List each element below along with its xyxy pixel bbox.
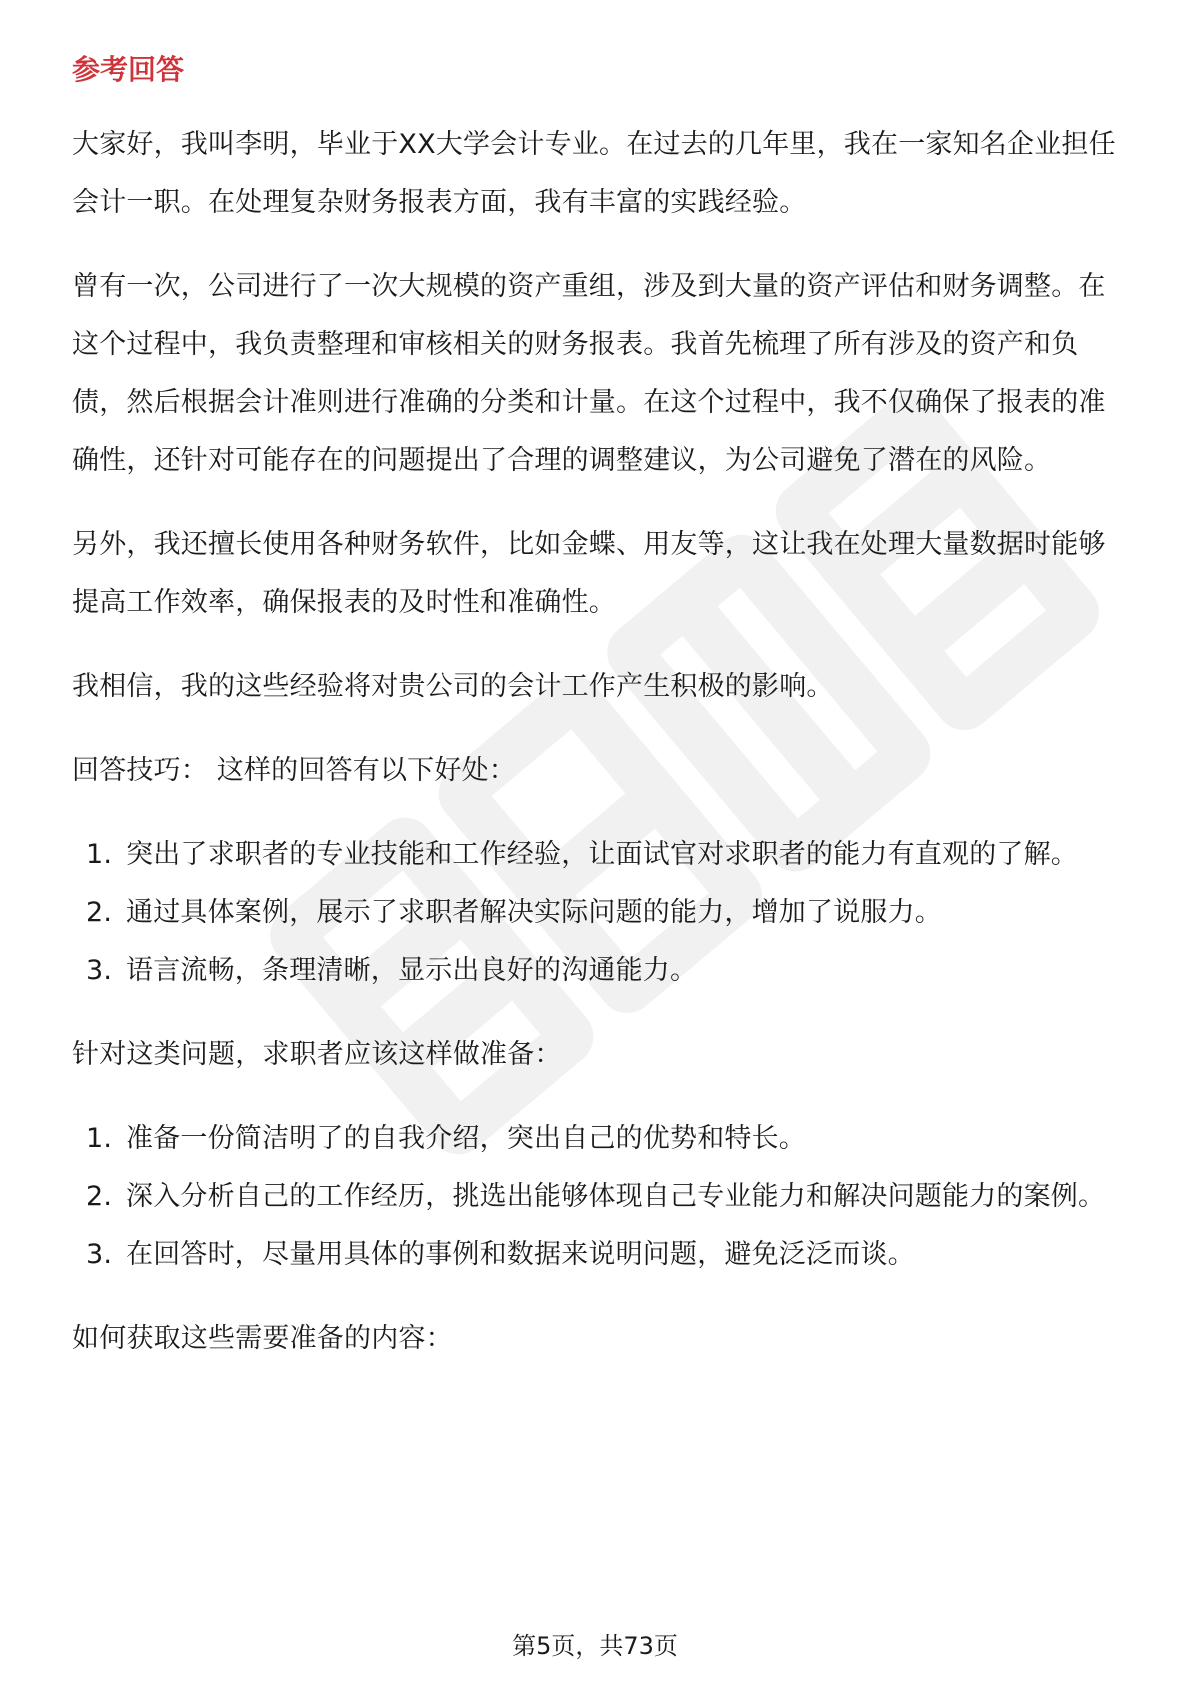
page-number-footer: 第5页，共73页	[512, 1632, 678, 1660]
list-item	[72, 1168, 1127, 1226]
list-text: 突出了求职者的专业技能和工作经验，让面试官对求职者的能力有直观的了解。	[126, 839, 1078, 870]
list-number: 3.	[86, 955, 113, 986]
paragraph-intro: 大家好，我叫李明，毕业于XX大学会计专业。在过去的几年里，我在一家知名企业担任会计一职。在处理复杂财务报表方面，我有丰富的实践经验。	[72, 129, 1116, 218]
list-number: 2.	[86, 1181, 113, 1212]
tips-heading: 回答技巧： 这样的回答有以下好处：	[72, 755, 516, 786]
list-number: 1.	[86, 839, 113, 870]
list-number: 1.	[86, 1123, 113, 1154]
paragraph-software: 另外，我还擅长使用各种财务软件，比如金蝶、用友等，这让我在处理大量数据时能够提高工作效率，确保报表的及时性和准确性。	[72, 529, 1106, 618]
list-number: 2.	[86, 897, 113, 928]
list-text: 语言流畅，条理清晰，显示出良好的沟通能力。	[126, 955, 698, 986]
list-text: 通过具体案例，展示了求职者解决实际问题的能力，增加了说服力。	[126, 897, 942, 928]
paragraph-experience: 曾有一次，公司进行了一次大规模的资产重组，涉及到大量的资产评估和财务调整。在这个过程中，我负责整理和审核相关的财务报表。我首先梳理了所有涉及的资产和负债，然后根据会计准则进行准确的分类和计量。在这个过程中，我不仅确保了报表的准确性，还针对可能存在的问题提出了合理的调整建议，为公司避免了潜在的风险。	[72, 271, 1106, 476]
list-item	[72, 1110, 1127, 1168]
list-text: 深入分析自己的工作经历，挑选出能够体现自己专业能力和解决问题能力的案例。	[126, 1181, 1106, 1212]
tips-list	[72, 826, 1127, 1000]
prep-list	[72, 1110, 1127, 1284]
list-item	[72, 884, 1127, 942]
paragraph-closing: 我相信，我的这些经验将对贵公司的会计工作产生积极的影响。	[72, 671, 834, 702]
list-item	[72, 942, 1127, 1000]
section-title: 参考回答	[72, 53, 185, 86]
source-heading: 如何获取这些需要准备的内容：	[72, 1323, 453, 1354]
list-item	[72, 1226, 1127, 1284]
list-item	[72, 826, 1127, 884]
list-number: 3.	[86, 1239, 113, 1270]
list-text: 在回答时，尽量用具体的事例和数据来说明问题，避免泛泛而谈。	[126, 1239, 915, 1270]
list-text: 准备一份简洁明了的自我介绍，突出自己的优势和特长。	[126, 1123, 806, 1154]
prep-heading: 针对这类问题，求职者应该这样做准备：	[72, 1039, 562, 1070]
document-content	[72, 50, 1127, 1394]
